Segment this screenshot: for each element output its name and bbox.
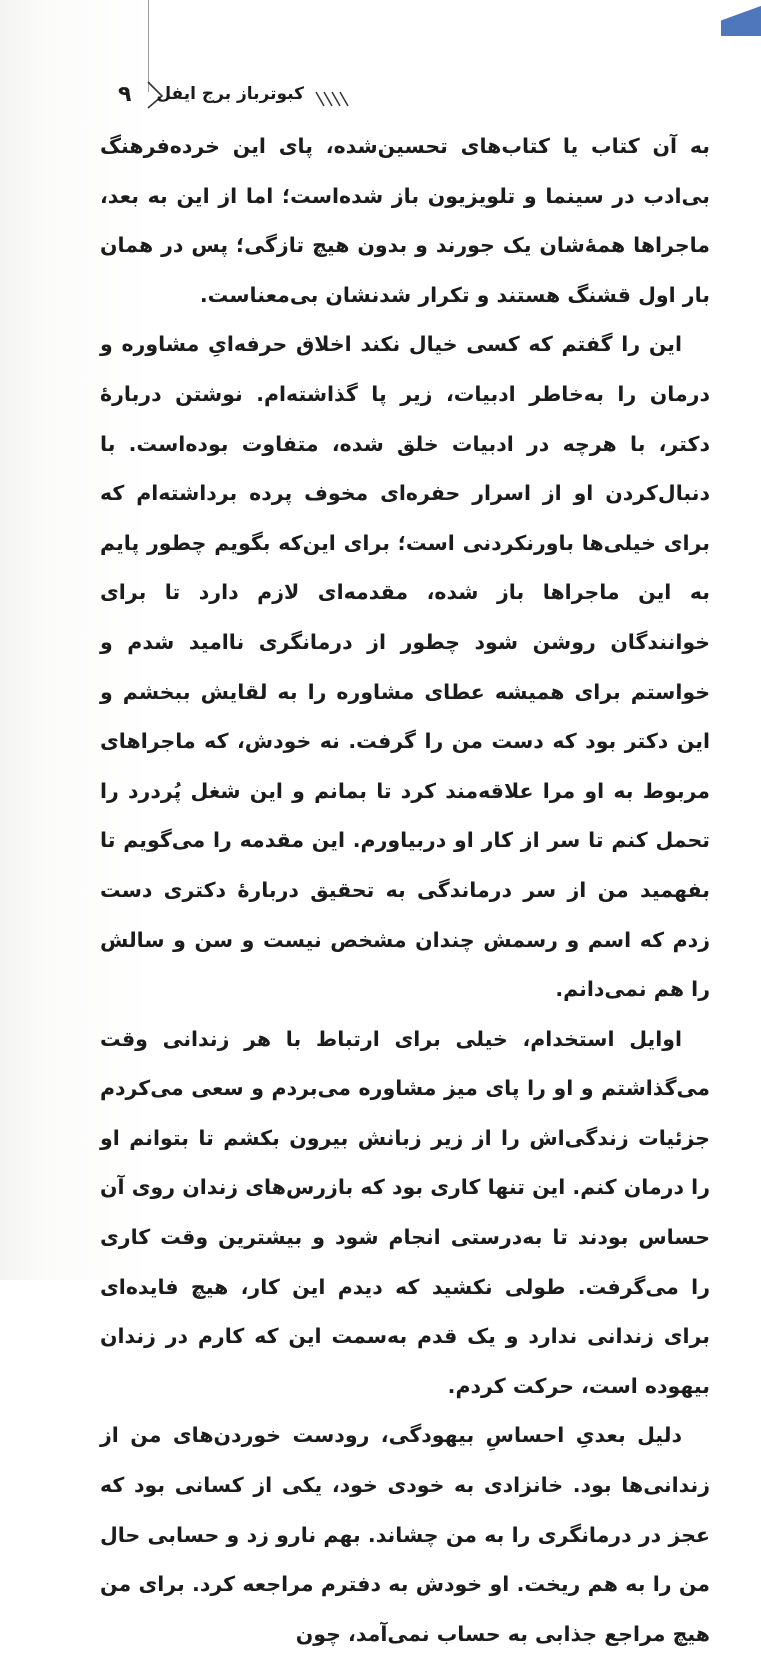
paragraph-2: این را گفتم که کسی خیال نکند اخلاق حرفه‌ایِ مشاوره و درمان را به‌خاطر ادبیات، زیر پا گذاشته‌ام. نوشتن دربارهٔ دکتر، با هرچه در ادبیات خلق شده، متفاوت بوده‌است. با دنبال‌کردن او از اسرار حفره‌ای مخوف پرده برداشته‌ام که برای خیلی‌ها باورنکردنی است؛ برای این‌که بگویم چطور پایم به این ماجراها باز شده، مقدمه‌ای لازم دارد تا برای خوانندگان روشن شود چطور از درمانگری ناامید شدم و خواستم برای همیشه عطای مشاوره را به لقایش ببخشم و این دکتر بود که دست من را گرفت. نه خودش، که ماجراهای مربوط به او مرا علاقه‌مند کرد تا بمانم و این شغل پُردرد را تحمل کنم تا سر از کار او دربیاورم. این مقدمه را می‌گویم تا بفهمید من از سر درماندگی به تحقیق دربارهٔ دکتری دست زدم که اسم و رسمش چندان مشخص نیست و سن و سالش را هم نمی‌دانم. [100, 332, 710, 1002]
body-text [100, 122, 710, 1659]
page-number: ۹ [118, 82, 132, 107]
paragraph-3: اوایل استخدام، خیلی برای ارتباط با هر زندانی وقت می‌گذاشتم و او را پای میز مشاوره می‌بردم و سعی می‌کردم جزئیات زندگی‌اش را از زیر زبانش بیرون بکشم تا بتوانم او را درمان کنم. این تنها کاری بود که بازرس‌های زندان روی آن حساس بودند تا به‌درستی انجام شود و بیشترین وقت کاری را می‌گرفت. طولی نکشید که دیدم این کار، هیچ فایده‌ای برای زندانی ندارد و یک قدم به‌سمت این که کارم در زندان بیهوده است، حرکت کردم. [100, 1026, 710, 1398]
paragraph-4: دلیل بعدیِ احساسِ بیهودگی، رودست خوردن‌های من از زندانی‌ها بود. خانزادی به خودی خود، یکی از کسانی بود که عجز در درمانگری را به من چشاند. بهم نارو زد و حسابی حال من را به هم ریخت. او خودش به دفترم مراجعه کرد. برای من هیچ مراجع جذابی به حساب نمی‌آمد، چون [100, 1423, 710, 1646]
running-title: کبوترباز برج ایفل [156, 84, 304, 104]
page-header [108, 80, 368, 116]
hatch-ornament-icon [312, 88, 352, 110]
corner-color-stripe [721, 0, 761, 36]
paragraph-1: به آن کتاب یا کتاب‌های تحسین‌شده، پای این خرده‌فرهنگ بی‌ادب در سینما و تلویزیون باز شده‌است؛ اما از این به بعد، ماجراها همهٔ‌شان یک جورند و بدون هیچ تازگی؛ پس در همان بار اول قشنگ هستند و تکرار شدنشان بی‌معناست. [100, 134, 710, 307]
margin-line [148, 0, 149, 92]
